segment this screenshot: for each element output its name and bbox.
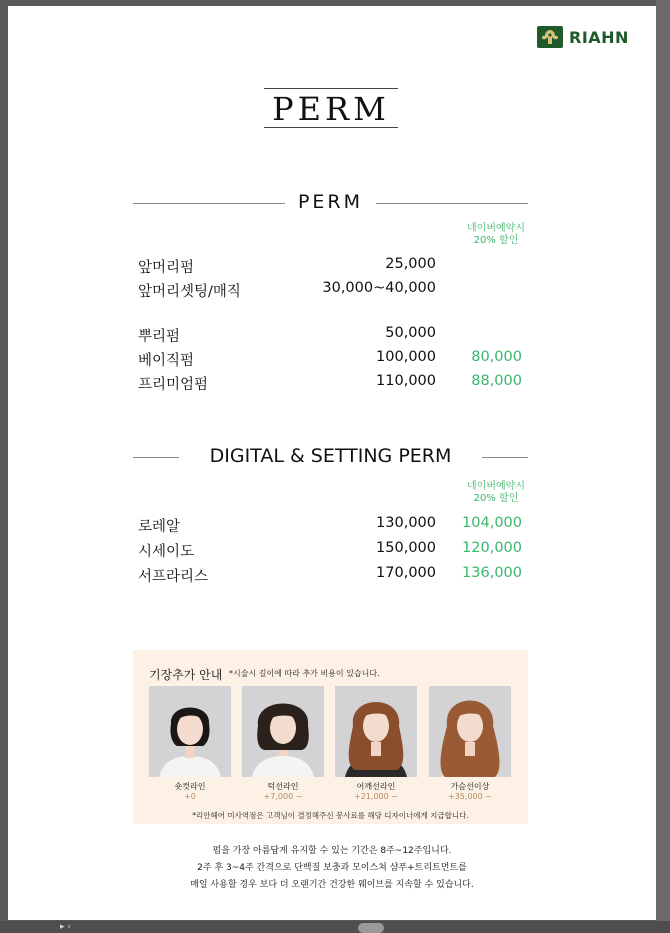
card-label: 어깨선라인	[356, 782, 396, 791]
chest-line-photo	[429, 686, 511, 777]
discount-note-line2: 20% 할인	[473, 235, 519, 246]
menu-item-name: 서프라리스	[138, 569, 209, 585]
footer-line: 매일 사용할 경우 보다 더 오랜기간 건강한 웨이브를 지속할 수 있습니다.	[190, 880, 474, 890]
page-title-frame	[264, 88, 398, 128]
menu-item-sale-price: 88,000	[471, 373, 522, 389]
card-label: 숏컷라인	[174, 782, 206, 791]
menu-item-sale-price: 104,000	[462, 515, 522, 531]
menu-row	[138, 540, 528, 564]
menu-row	[138, 565, 528, 589]
panel-title: 기장추가 안내	[149, 668, 223, 682]
brand-logo	[537, 26, 629, 48]
card-extra-cost: +35,000 ~	[448, 792, 492, 801]
hair-length-card	[335, 686, 417, 801]
menu-item-name: 앞머리펌	[138, 260, 195, 276]
vertical-scrollbar[interactable]	[656, 0, 670, 921]
section-divider-right	[376, 203, 528, 204]
short-cut-photo	[149, 686, 231, 777]
menu-item-price: 110,000	[376, 373, 436, 389]
section-divider-right	[482, 457, 528, 458]
shoulder-line-photo	[335, 686, 417, 777]
menu-item-name: 베이직펌	[138, 353, 195, 369]
scroll-left-arrow-icon[interactable]: ▸ ‹	[60, 922, 71, 932]
menu-row	[138, 325, 528, 349]
brand-name: RIAHN	[569, 27, 629, 47]
length-surcharge-panel	[133, 650, 528, 824]
menu-row	[138, 280, 528, 304]
hair-length-card	[429, 686, 511, 801]
menu-item-name: 로레알	[138, 519, 181, 535]
section-divider-left	[133, 457, 179, 458]
menu-item-name: 앞머리셋팅/매직	[138, 284, 241, 300]
panel-footnote: *리안헤어 미사역점은 고객님이 결정해주신 봉사료를 해당 디자이너에게 지급합니다.	[192, 811, 469, 820]
menu-row	[138, 515, 528, 539]
horizontal-scrollbar[interactable]	[0, 921, 670, 933]
footer-line: 펌을 가장 아름답게 유지할 수 있는 기간은 8주~12주입니다.	[212, 846, 452, 856]
discount-note-line2: 20% 할인	[473, 493, 519, 504]
hair-length-card	[149, 686, 231, 801]
menu-row	[138, 373, 528, 397]
card-extra-cost: +21,000 ~	[354, 792, 398, 801]
menu-item-price: 130,000	[376, 515, 436, 531]
menu-item-name: 프리미엄펌	[138, 377, 209, 393]
scrollbar-thumb[interactable]	[358, 923, 384, 933]
menu-item-name: 뿌리펌	[138, 329, 181, 345]
section-divider-left	[133, 203, 285, 204]
card-label: 턱선라인	[267, 782, 299, 791]
menu-item-price: 50,000	[385, 325, 436, 341]
footer-line: 2주 후 3~4주 간격으로 단백질 보충과 모이스쳐 샴푸+트리트먼트를	[197, 863, 467, 873]
chin-line-photo	[242, 686, 324, 777]
discount-note	[456, 481, 536, 505]
discount-note-line1: 네이버예약시	[467, 223, 525, 234]
menu-item-price: 100,000	[376, 349, 436, 365]
discount-note-line1: 네이버예약시	[467, 481, 525, 492]
menu-item-price: 30,000~40,000	[322, 280, 436, 296]
panel-note: *시술시 길이에 따라 추가 비용이 있습니다.	[229, 669, 380, 678]
menu-item-price: 25,000	[385, 256, 436, 272]
card-extra-cost: +7,000 ~	[263, 792, 303, 801]
card-label: 가슴선이상	[450, 782, 490, 791]
logo-emblem-icon	[537, 26, 563, 48]
menu-row	[138, 256, 528, 280]
menu-item-sale-price: 136,000	[462, 565, 522, 581]
care-instructions	[8, 843, 656, 894]
menu-item-sale-price: 80,000	[471, 349, 522, 365]
menu-page	[8, 6, 656, 920]
page-title: PERM	[272, 90, 390, 128]
menu-item-sale-price: 120,000	[462, 540, 522, 556]
section-heading-perm: PERM	[297, 191, 364, 213]
menu-row	[138, 349, 528, 373]
menu-item-price: 170,000	[376, 565, 436, 581]
card-extra-cost: +0	[184, 792, 196, 801]
discount-note	[456, 223, 536, 247]
section-heading-digital-setting-perm: DIGITAL & SETTING PERM	[209, 445, 452, 467]
hair-length-card	[242, 686, 324, 801]
menu-item-name: 시세이도	[138, 544, 195, 560]
menu-item-price: 150,000	[376, 540, 436, 556]
